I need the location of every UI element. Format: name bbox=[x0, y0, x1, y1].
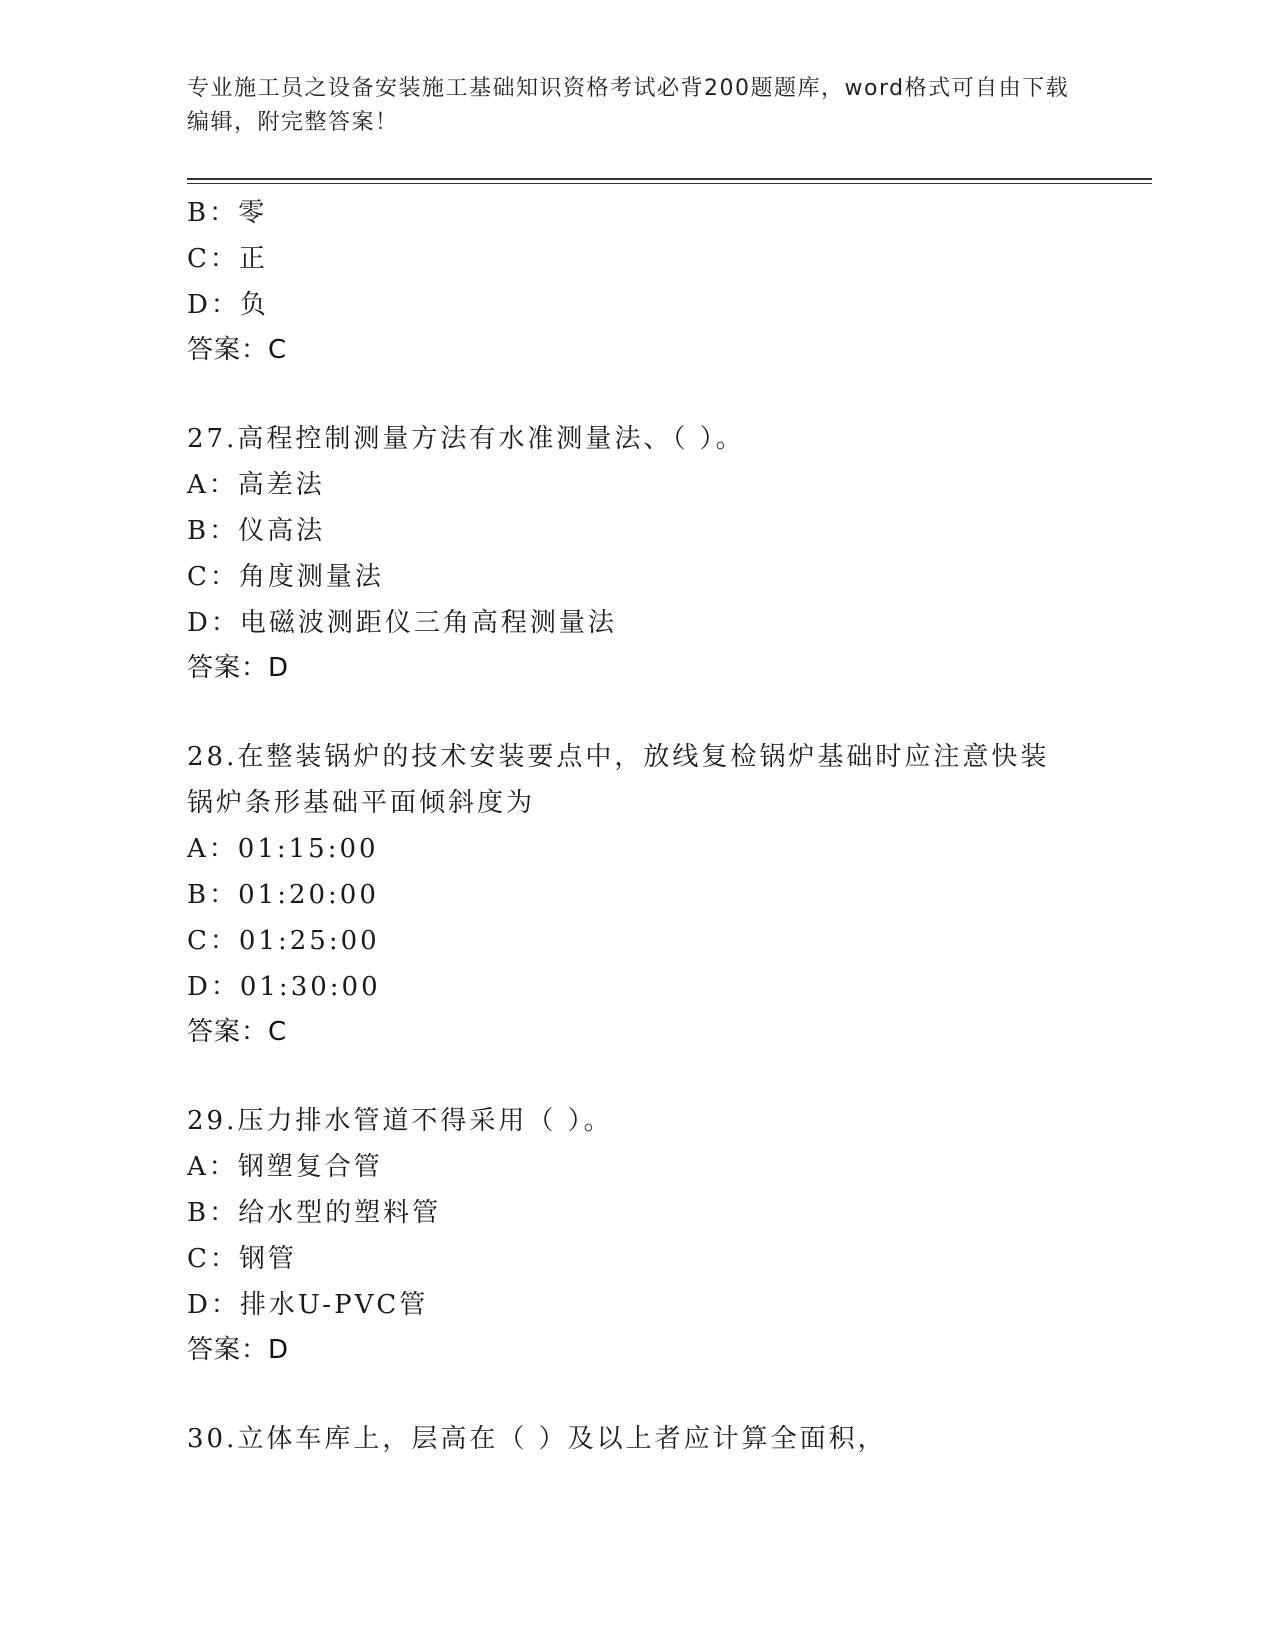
option-line: B：给水型的塑料管 bbox=[187, 1198, 442, 1228]
option-line: C：角度测量法 bbox=[187, 562, 384, 592]
spacer bbox=[187, 1372, 1087, 1416]
question-text: 28.在整装锅炉的技术安装要点中，放线复检锅炉基础时应注意快装锅炉条形基础平面倾斜度为 bbox=[187, 742, 1050, 818]
spacer bbox=[187, 690, 1087, 734]
answer-line: 答案：C bbox=[187, 335, 288, 365]
option-line: C：正 bbox=[187, 244, 268, 274]
question-content bbox=[187, 190, 1087, 1462]
option-line: A：钢塑复合管 bbox=[187, 1152, 383, 1182]
option-line: A：01:15:00 bbox=[187, 834, 379, 864]
option-line: B：仪高法 bbox=[187, 516, 326, 546]
question-text: 27.高程控制测量方法有水准测量法、（ ）。 bbox=[187, 424, 745, 454]
document-header: 专业施工员之设备安装施工基础知识资格考试必背200题题库，word格式可自由下载编辑，附完整答案！ bbox=[187, 76, 1070, 135]
option-line: B：01:20:00 bbox=[187, 880, 379, 910]
option-line: D：电磁波测距仪三角高程测量法 bbox=[187, 608, 617, 638]
spacer bbox=[187, 1054, 1087, 1098]
option-line: A：高差法 bbox=[187, 470, 325, 500]
header-rule-thick bbox=[187, 178, 1152, 180]
answer-line: 答案：D bbox=[187, 653, 290, 683]
header-rule-thin bbox=[187, 183, 1152, 184]
question-text: 29.压力排水管道不得采用（ ）。 bbox=[187, 1106, 613, 1136]
option-line: C：01:25:00 bbox=[187, 926, 380, 956]
question-text: 30.立体车库上，层高在（ ）及以上者应计算全面积， bbox=[187, 1424, 887, 1454]
option-line: C：钢管 bbox=[187, 1244, 297, 1274]
answer-line: 答案：C bbox=[187, 1017, 288, 1047]
option-line: D：排水U-PVC管 bbox=[187, 1290, 429, 1320]
option-line: D：负 bbox=[187, 290, 269, 320]
option-line: D：01:30:00 bbox=[187, 972, 381, 1002]
answer-line: 答案：D bbox=[187, 1335, 290, 1365]
spacer bbox=[187, 372, 1087, 416]
option-line: B：零 bbox=[187, 198, 268, 228]
